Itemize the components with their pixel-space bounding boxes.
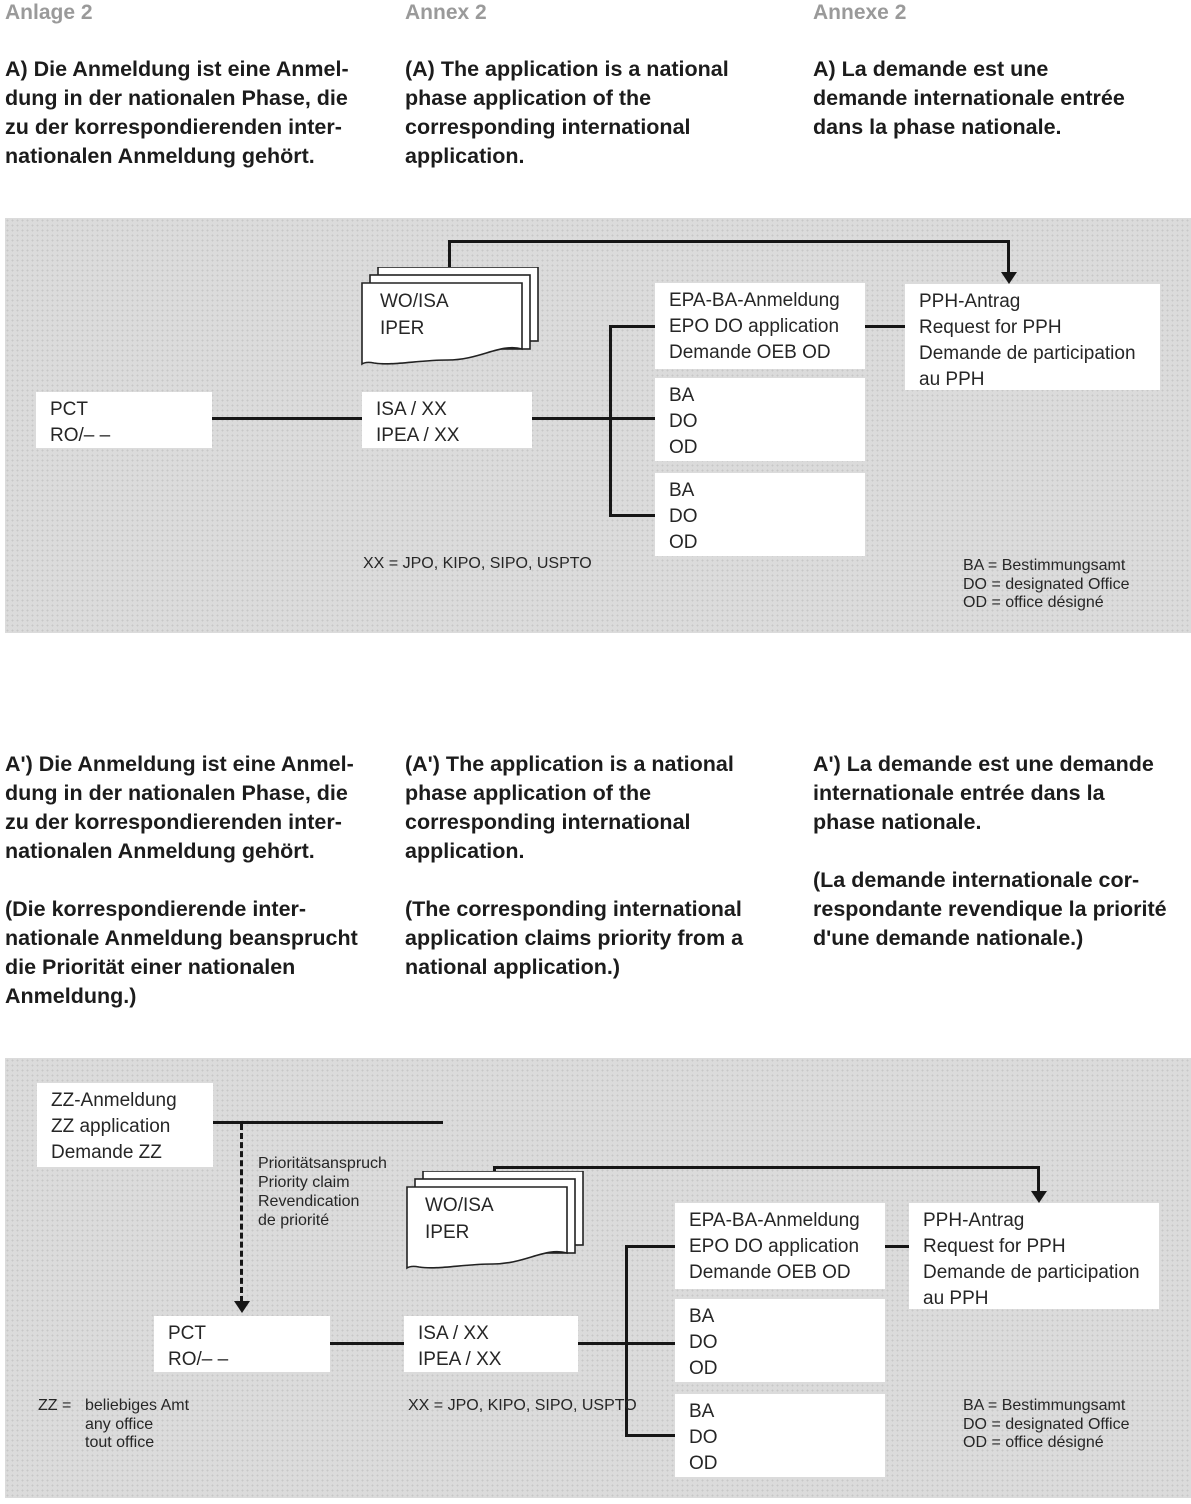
connector-zz-line: [213, 1121, 443, 1124]
legend-xx: XX = JPO, KIPO, SIPO, USPTO: [363, 555, 592, 572]
priority-claim-dashed-arrow: [240, 1124, 243, 1302]
paragraph-aprime-en: (A') The application is a national phase application of the corresponding international application. (The corresponding international application claims priority from a national application.): [405, 752, 744, 979]
legend-xx: XX = JPO, KIPO, SIPO, USPTO: [408, 1397, 637, 1414]
arrow-down-icon: [1001, 272, 1017, 284]
connector-bus-ba2: [625, 1434, 675, 1437]
connector-bus-ba2: [609, 514, 655, 517]
arrow-down-icon: [1031, 1191, 1047, 1203]
column-english: [405, 1, 793, 168]
page-title-en: Annex 2: [405, 1, 487, 24]
connector-top-line: [493, 1166, 1040, 1169]
legend-zz-lines: beliebiges Amt any office tout office: [85, 1397, 190, 1451]
connector-pct-isa: [212, 417, 362, 420]
column-german: [5, 1, 393, 168]
connector-pph-stem: [1037, 1166, 1040, 1192]
box-zz-application: ZZ-Anmeldung ZZ application Demande ZZ: [37, 1083, 213, 1167]
legend-ba-do-od: BA = Bestimmungsamt DO = designated Office OD = office désigné: [963, 557, 1130, 611]
connector-bus-epa: [609, 325, 655, 328]
paragraph-aprime-fr: A') La demande est une demande internationale entrée dans la phase nationale. (La demande internationale cor- respondante revendique la priorité d'une demande nationale.): [813, 752, 1167, 950]
page-title-fr: Annexe 2: [813, 1, 907, 24]
connector-bus-vertical: [609, 325, 612, 517]
box-epa-application: EPA-BA-Anmeldung EPO DO application Demande OEB OD: [655, 283, 865, 369]
paragraph-a-fr: A) La demande est une demande internationale entrée dans la phase nationale.: [813, 57, 1125, 139]
connector-isa-ba: [532, 417, 655, 420]
column-english-aprime: [405, 750, 793, 982]
connector-top-line: [448, 240, 1010, 243]
paragraph-aprime-de: A') Die Anmeldung ist eine Anmel- dung in der nationalen Phase, die zu der korrespondierenden inter- nationalen Anmeldung gehört. (Die korrespondierende inter- nationale Anmeldung beansprucht die Priorität einer nationalen Anmeldung.): [5, 752, 358, 1008]
box-ba-do-od-1: BA DO OD: [655, 378, 865, 461]
connector-bus-epa: [625, 1245, 675, 1248]
box-pct: PCT RO/– –: [36, 392, 212, 448]
connector-epa-pph: [885, 1245, 909, 1248]
box-isa-ipea: ISA / XX IPEA / XX: [362, 392, 532, 448]
paragraph-a-en: (A) The application is a national phase application of the corresponding international application.: [405, 57, 729, 168]
box-isa-ipea: ISA / XX IPEA / XX: [404, 1316, 578, 1372]
connector-pct-isa: [330, 1342, 404, 1345]
priority-claim-label: Prioritätsanspruch Priority claim Revendication de priorité: [258, 1155, 387, 1229]
column-french: [813, 1, 1191, 139]
box-ba-do-od-1: BA DO OD: [675, 1299, 885, 1382]
wo-isa-label: WO/ISA IPER: [425, 1195, 494, 1243]
column-french-aprime: [813, 750, 1191, 953]
box-ba-do-od-2: BA DO OD: [675, 1394, 885, 1477]
legend-ba-do-od: BA = Bestimmungsamt DO = designated Office OD = office désigné: [963, 1397, 1130, 1451]
connector-epa-pph: [865, 325, 905, 328]
connector-pph-stem: [1007, 240, 1010, 273]
legend-zz-term: ZZ =: [38, 1397, 72, 1414]
column-german-aprime: [5, 750, 393, 1011]
box-pct: PCT RO/– –: [154, 1316, 330, 1372]
arrow-down-icon: [234, 1301, 250, 1313]
page-title-de: Anlage 2: [5, 1, 93, 24]
paragraph-a-de: A) Die Anmeldung ist eine Anmel- dung in der nationalen Phase, die zu der korrespondierenden inter- nationalen Anmeldung gehört.: [5, 57, 349, 168]
box-pph-request: PPH-Antrag Request for PPH Demande de participation au PPH: [909, 1203, 1159, 1309]
flowchart-panel-2: [5, 1058, 1191, 1498]
box-pph-request: PPH-Antrag Request for PPH Demande de participation au PPH: [905, 284, 1160, 390]
box-epa-application: EPA-BA-Anmeldung EPO DO application Demande OEB OD: [675, 1203, 885, 1289]
box-ba-do-od-2: BA DO OD: [655, 473, 865, 556]
flowchart-panel-1: [5, 218, 1191, 633]
wo-isa-label: WO/ISA IPER: [380, 291, 449, 339]
